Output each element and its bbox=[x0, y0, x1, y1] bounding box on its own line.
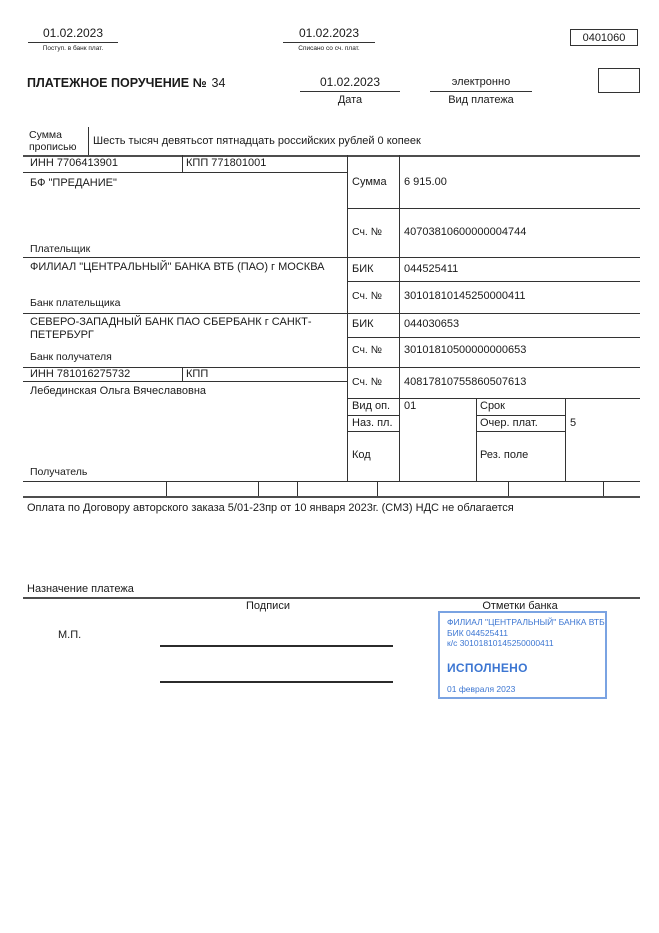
payer-account: 40703810600000004744 bbox=[404, 226, 527, 238]
divider bbox=[347, 398, 640, 399]
bank-marks-label: Отметки банка bbox=[482, 600, 558, 612]
payer-account-label: Сч. № bbox=[352, 226, 383, 238]
reserve-field-label: Рез. поле bbox=[480, 449, 529, 461]
amount-in-words-label: Сумма прописью bbox=[29, 129, 77, 153]
payee-bank-account-label: Сч. № bbox=[352, 344, 383, 356]
divider bbox=[23, 313, 640, 314]
bank-execution-stamp bbox=[438, 611, 607, 699]
form-code-box bbox=[570, 29, 638, 46]
received-in-bank-date: 01.02.2023 bbox=[42, 26, 104, 40]
signature-line bbox=[160, 681, 393, 683]
payer-kpp: КПП 771801001 bbox=[186, 157, 267, 169]
document-date-label: Дата bbox=[337, 94, 363, 106]
divider bbox=[347, 431, 399, 432]
divider bbox=[23, 496, 640, 498]
form-code: 0401060 bbox=[582, 31, 626, 44]
divider bbox=[347, 281, 640, 282]
payment-kind-value: электронно bbox=[451, 76, 511, 88]
stamp-status: ИСПОЛНЕНО bbox=[447, 660, 528, 675]
payer-name: БФ "ПРЕДАНИЕ" bbox=[30, 177, 117, 189]
received-date-underline bbox=[28, 42, 118, 43]
payee-account: 40817810755860507613 bbox=[404, 376, 527, 388]
payee-bank-section-label: Банк получателя bbox=[30, 351, 112, 363]
divider bbox=[23, 257, 640, 258]
divider bbox=[476, 398, 477, 481]
payee-bank-bik: 044030653 bbox=[404, 318, 460, 330]
divider bbox=[347, 155, 348, 481]
payee-account-label: Сч. № bbox=[352, 376, 383, 388]
payment-purpose-label: Назначение платежа bbox=[27, 583, 134, 595]
divider bbox=[182, 155, 183, 172]
term-label: Срок bbox=[480, 400, 505, 412]
amount-label: Сумма bbox=[352, 176, 387, 188]
debited-date-underline bbox=[283, 42, 375, 43]
stamp-bank-name: ФИЛИАЛ "ЦЕНТРАЛЬНЫЙ" БАНКА ВТБ bbox=[447, 617, 605, 627]
payee-section-label: Получатель bbox=[30, 466, 88, 478]
operation-kind-value: 01 bbox=[404, 400, 417, 412]
divider bbox=[347, 337, 640, 338]
payer-section-label: Плательщик bbox=[30, 243, 91, 255]
payer-bank-account: 30101810145250000411 bbox=[404, 290, 526, 302]
divider bbox=[377, 481, 378, 496]
divider bbox=[88, 127, 89, 155]
divider bbox=[166, 481, 167, 496]
divider bbox=[23, 172, 347, 173]
document-date-underline bbox=[300, 91, 400, 92]
payment-order-label: Очер. плат. bbox=[480, 417, 538, 429]
stamp-bik: БИК 044525411 bbox=[447, 627, 508, 638]
divider bbox=[399, 155, 400, 481]
payee-inn: ИНН 781016275732 bbox=[30, 368, 131, 380]
payment-order-value: 5 bbox=[570, 417, 577, 429]
payer-bank-name: ФИЛИАЛ "ЦЕНТРАЛЬНЫЙ" БАНКА ВТБ (ПАО) г МОСКВА bbox=[30, 261, 325, 273]
divider bbox=[23, 597, 640, 599]
document-number: 34 bbox=[211, 76, 226, 90]
payment-kind-label: Вид платежа bbox=[448, 94, 514, 106]
code-label: Код bbox=[352, 449, 371, 461]
debited-label: Списано со сч. плат. bbox=[298, 45, 360, 52]
divider bbox=[347, 208, 640, 209]
divider bbox=[258, 481, 259, 496]
status-code-box bbox=[598, 68, 640, 93]
divider bbox=[508, 481, 509, 496]
payee-bank-name: СЕВЕРО-ЗАПАДНЫЙ БАНК ПАО СБЕРБАНК г САНКТ-ПЕТЕРБУРГ bbox=[30, 316, 312, 341]
divider bbox=[603, 481, 604, 496]
payer-bank-section-label: Банк плательщика bbox=[30, 297, 121, 309]
stamp-corr-account: к/с 30101810145250000411 bbox=[447, 638, 554, 648]
payer-bank-account-label: Сч. № bbox=[352, 290, 383, 302]
divider bbox=[23, 481, 640, 482]
divider bbox=[347, 415, 399, 416]
divider bbox=[476, 431, 565, 432]
signature-line bbox=[160, 645, 393, 647]
divider bbox=[23, 381, 347, 382]
divider bbox=[565, 398, 566, 481]
payment-designation-label: Наз. пл. bbox=[352, 417, 393, 429]
document-date: 01.02.2023 bbox=[319, 75, 381, 89]
payer-inn: ИНН 7706413901 bbox=[30, 157, 119, 169]
payment-kind-underline bbox=[430, 91, 532, 92]
document-title-text: ПЛАТЕЖНОЕ ПОРУЧЕНИЕ № bbox=[27, 76, 207, 90]
document-title bbox=[27, 77, 225, 90]
amount-in-words: Шесть тысяч девятьсот пятнадцать российских рублей 0 копеек bbox=[93, 135, 421, 147]
stamp-date: 01 февраля 2023 bbox=[447, 683, 516, 694]
received-in-bank-label: Поступ. в банк плат. bbox=[42, 45, 104, 52]
divider bbox=[297, 481, 298, 496]
payee-bank-account: 30101810500000000653 bbox=[404, 344, 527, 356]
payment-purpose-text: Оплата по Договору авторского заказа 5/01-23пр от 10 января 2023г. (СМЗ) НДС не облагается bbox=[27, 502, 514, 514]
payer-bank-bik: 044525411 bbox=[404, 263, 459, 275]
stamp-place-label: М.П. bbox=[58, 629, 82, 641]
divider bbox=[182, 367, 183, 381]
payee-kpp-label: КПП bbox=[186, 368, 209, 380]
payer-bank-bik-label: БИК bbox=[352, 263, 374, 275]
operation-kind-label: Вид оп. bbox=[352, 400, 391, 412]
debited-date: 01.02.2023 bbox=[298, 26, 360, 40]
divider bbox=[476, 415, 565, 416]
payee-name: Лебединская Ольга Вячеславовна bbox=[30, 385, 207, 397]
payee-bank-bik-label: БИК bbox=[352, 318, 374, 330]
signatures-label: Подписи bbox=[246, 600, 290, 612]
amount-value: 6 915.00 bbox=[404, 176, 447, 188]
